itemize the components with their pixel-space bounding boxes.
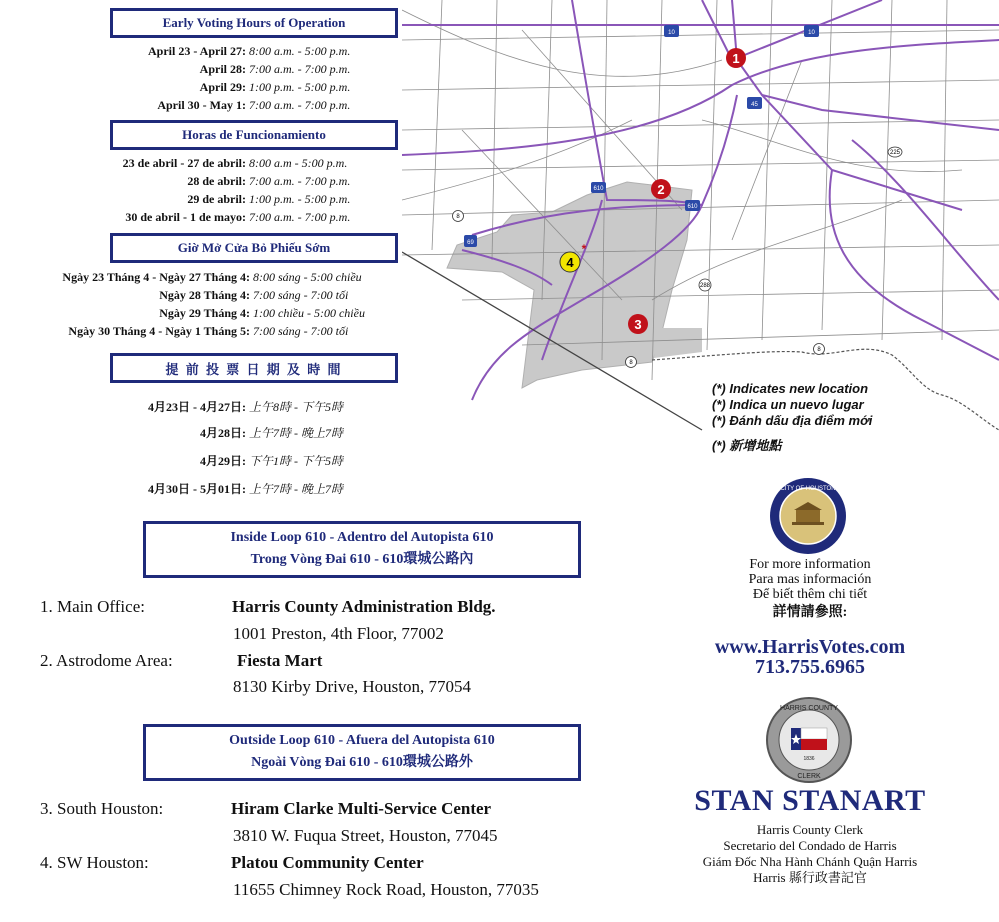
svg-text:288: 288: [699, 283, 711, 289]
svg-text:610: 610: [687, 204, 698, 210]
svg-text:CLERK: CLERK: [797, 773, 821, 780]
svg-text:69: 69: [467, 240, 474, 246]
hours-row: Ngày 30 Tháng 4 - Ngày 1 Tháng 5: 7:00 sáng - 7:00 tối: [68, 324, 349, 338]
loop-610-shield-south: [685, 200, 700, 211]
location-item-4: 4. SW Houston: Platou Community Center: [40, 853, 424, 872]
hours-row: 23 de abril - 27 de abril: 8:00 a.m - 5:00 p.m.: [122, 156, 348, 170]
inside-loop-title-line2: Trong Vòng Đai 610 - 610環城公路內: [250, 552, 474, 567]
location-item-1: 1. Main Office: Harris County Administration Bldg.: [40, 597, 496, 616]
legend-note-chinese: (*) 新增地點: [712, 438, 782, 453]
phone-number: 713.755.6965: [755, 656, 865, 678]
voting-locations-map: [402, 0, 999, 470]
chinese-hours-title: 提 前 投 票 日 期 及 時 間: [165, 361, 343, 377]
hours-row: April 23 - April 27: 8:00 a.m. - 5:00 p.m.: [148, 44, 351, 58]
hours-row: 30 de abril - 1 de mayo: 7:00 a.m. - 7:00 p.m.: [125, 210, 351, 224]
clerk-titles: Harris County Clerk Secretario del Condado de Harris Giám Đốc Nha Hành Chánh Quận Harris Harris 縣行政書記官: [702, 822, 918, 885]
outside-loop-header: [143, 724, 581, 781]
beltway-8-shield-south: [626, 357, 637, 368]
us-69-shield: [464, 235, 477, 247]
svg-text:225: 225: [889, 150, 901, 156]
map-marker-1: [726, 48, 746, 68]
legend-note-vietnamese: (*) Đánh dấu địa điểm mới: [712, 413, 873, 428]
hours-row: Ngày 28 Tháng 4: 7:00 sáng - 7:00 tối: [159, 288, 349, 302]
spanish-hours-title: Horas de Funcionamiento: [182, 127, 326, 142]
vietnamese-hours-title: Giờ Mở Cửa Bỏ Phiếu Sớm: [177, 240, 331, 255]
svg-text:8: 8: [456, 214, 460, 220]
svg-text:8: 8: [817, 347, 821, 353]
interstate-10-shield-west: [664, 25, 679, 37]
svg-text:CITY OF HOUSTON: CITY OF HOUSTON: [780, 486, 836, 492]
hours-row: 4月28日: 上午7時 - 晚上7時: [200, 426, 343, 440]
harris-county-clerk-seal: [765, 696, 853, 784]
hours-row: April 28: 7:00 a.m. - 7:00 p.m.: [199, 62, 351, 76]
map-marker-4: [560, 252, 580, 272]
location-item-2: 2. Astrodome Area: Fiesta Mart: [40, 651, 323, 670]
svg-text:610: 610: [593, 186, 604, 192]
road-grid: [402, 0, 999, 380]
hours-row: April 30 - May 1: 7:00 a.m. - 7:00 p.m.: [157, 98, 351, 112]
location-address-2: 8130 Kirby Drive, Houston, 77054: [233, 677, 471, 696]
svg-text:3: 3: [634, 317, 642, 332]
hours-row: 4月30日 - 5月01日: 上午7時 - 晚上7時: [148, 482, 343, 496]
more-info-block: For more information Para mas información Để biết thêm chi tiết 詳情請參照:: [748, 557, 872, 620]
svg-text:2: 2: [657, 182, 665, 197]
hours-row: 4月29日: 下午1時 - 下午5時: [200, 454, 343, 468]
hours-row: 28 de abril: 7:00 a.m. - 7:00 p.m.: [187, 174, 351, 188]
svg-text:10: 10: [808, 30, 815, 36]
beltway-8-shield-west: [453, 211, 464, 222]
map-marker-2: [651, 179, 671, 199]
highway-288-shield: [699, 279, 711, 291]
clerk-name: STAN STANART: [694, 784, 926, 817]
map-marker-3: [628, 314, 648, 334]
new-location-asterisk: *: [581, 242, 587, 256]
contact-block: [670, 637, 950, 677]
hours-row: April 29: 1:00 p.m. - 5:00 p.m.: [199, 80, 351, 94]
svg-text:HARRIS COUNTY: HARRIS COUNTY: [780, 705, 838, 712]
map-graphic: [402, 0, 999, 470]
legend-note-spanish: (*) Indica un nuevo lugar: [712, 397, 864, 412]
hours-row: 4月23日 - 4月27日: 上午8時 - 下午5時: [148, 400, 343, 414]
svg-text:4: 4: [566, 255, 574, 270]
svg-text:10: 10: [668, 30, 675, 36]
inside-loop-title-line1: Inside Loop 610 - Adentro del Autopista 610: [230, 530, 494, 545]
svg-text:45: 45: [751, 102, 758, 108]
outside-loop-title-line2: Ngoài Vòng Đai 610 - 610環城公路外: [251, 755, 473, 770]
location-address-1: 1001 Preston, 4th Floor, 77002: [233, 624, 444, 643]
svg-text:8: 8: [629, 360, 633, 366]
interstate-45-shield: [747, 97, 762, 109]
hours-row: Ngày 23 Tháng 4 - Ngày 27 Tháng 4: 8:00 sáng - 5:00 chiều: [62, 270, 362, 284]
inside-loop-header: [143, 521, 581, 578]
hours-row: Ngày 29 Tháng 4: 1:00 chiều - 5:00 chiều: [159, 306, 365, 320]
spanish-hours-header: [110, 120, 398, 150]
location-address-4: 11655 Chimney Rock Road, Houston, 77035: [233, 880, 539, 899]
vietnamese-hours-header: [110, 233, 398, 263]
hours-row: 29 de abril: 1:00 p.m. - 5:00 p.m.: [187, 192, 351, 206]
outside-loop-title-line1: Outside Loop 610 - Afuera del Autopista 610: [229, 733, 495, 748]
website-link[interactable]: www.HarrisVotes.com: [714, 636, 906, 658]
beltway-8-shield-east: [814, 344, 825, 355]
svg-text:1: 1: [732, 51, 740, 66]
english-hours-title: Early Voting Hours of Operation: [162, 15, 346, 30]
interstate-10-shield-east: [804, 25, 819, 37]
loop-610-shield-north: [591, 182, 606, 193]
legend-note-english: (*) Indicates new location: [712, 381, 869, 396]
highway-225-shield: [888, 147, 902, 157]
svg-text:1836: 1836: [803, 756, 815, 762]
location-item-3: 3. South Houston: Hiram Clarke Multi-Service Center: [40, 799, 492, 818]
city-of-houston-seal: [768, 476, 848, 556]
english-hours-header: [110, 8, 398, 38]
chinese-hours-header: [110, 353, 398, 383]
location-address-3: 3810 W. Fuqua Street, Houston, 77045: [233, 826, 498, 845]
district-area-east: [654, 328, 702, 358]
